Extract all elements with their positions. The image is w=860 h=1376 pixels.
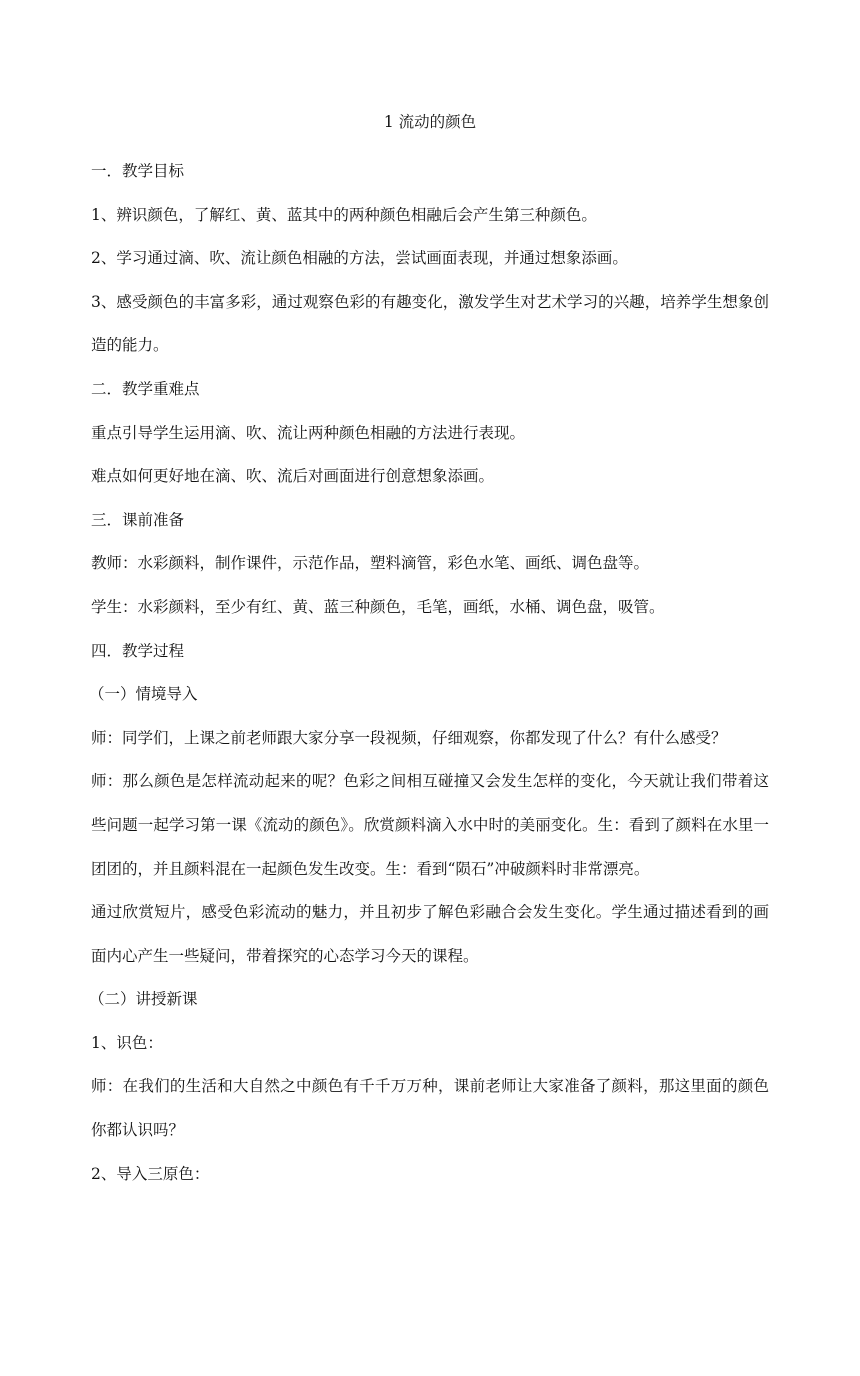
- document-body: [91, 150, 769, 1196]
- lesson-step-1: 1、识色：: [91, 1033, 163, 1052]
- lesson-paragraph-1: 师：在我们的生活和大自然之中颜色有千千万万种，课前老师让大家准备了颜料，那这里面的颜色你都认识吗？: [91, 1077, 769, 1140]
- intro-paragraph-1: 师：同学们，上课之前老师跟大家分享一段视频，仔细观察，你都发现了什么？有什么感受？: [91, 728, 727, 747]
- document-title: 1 流动的颜色: [383, 113, 477, 131]
- intro-paragraph-3: 通过欣赏短片，感受色彩流动的魅力，并且初步了解色彩融合会发生变化。学生通过描述看到的画面内心产生一些疑问，带着探究的心态学习今天的课程。: [91, 903, 769, 965]
- section-heading-process: 四．教学过程: [91, 641, 185, 660]
- subsection-heading-new-lesson: （二）讲授新课: [89, 990, 198, 1009]
- student-materials-paragraph: 学生：水彩颜料，至少有红、黄、蓝三种颜色，毛笔，画纸，水桶、调色盘，吸管。: [91, 597, 665, 616]
- difficulty-paragraph: 难点如何更好地在滴、吹、流后对画面进行创意想象添画。: [91, 467, 495, 486]
- objective-item-2: 2、学习通过滴、吹、流让颜色相融的方法，尝试画面表现，并通过想象添画。: [91, 249, 628, 268]
- objective-item-3: 3、感受颜色的丰富多彩，通过观察色彩的有趣变化，激发学生对艺术学习的兴趣，培养学生想象创造的能力。: [91, 292, 769, 355]
- key-point-paragraph: 重点引导学生运用滴、吹、流让两种颜色相融的方法进行表现。: [91, 423, 526, 442]
- teacher-materials-paragraph: 教师：水彩颜料，制作课件，示范作品，塑料滴管，彩色水笔、画纸、调色盘等。: [91, 554, 650, 573]
- section-heading-objectives: 一．教学目标: [91, 162, 185, 180]
- subsection-heading-intro: （一）情境导入: [89, 685, 198, 704]
- objective-item-1: 1、辨识颜色，了解红、黄、蓝其中的两种颜色相融后会产生第三种颜色。: [91, 205, 597, 224]
- section-heading-key-points: 二．教学重难点: [91, 379, 200, 398]
- section-heading-preparation: 三．课前准备: [91, 510, 185, 529]
- lesson-step-2: 2、导入三原色：: [91, 1164, 210, 1183]
- intro-paragraph-2: 师：那么颜色是怎样流动起来的呢？色彩之间相互碰撞又会发生怎样的变化，今天就让我们带着这些问题一起学习第一课《流动的颜色》。欣赏颜料滴入水中时的美丽变化。生：看到了颜料在水里一团团的，并且颜料混在一起颜色发生改变。生：看到“陨石”冲破颜料时非常漂亮。: [91, 772, 769, 878]
